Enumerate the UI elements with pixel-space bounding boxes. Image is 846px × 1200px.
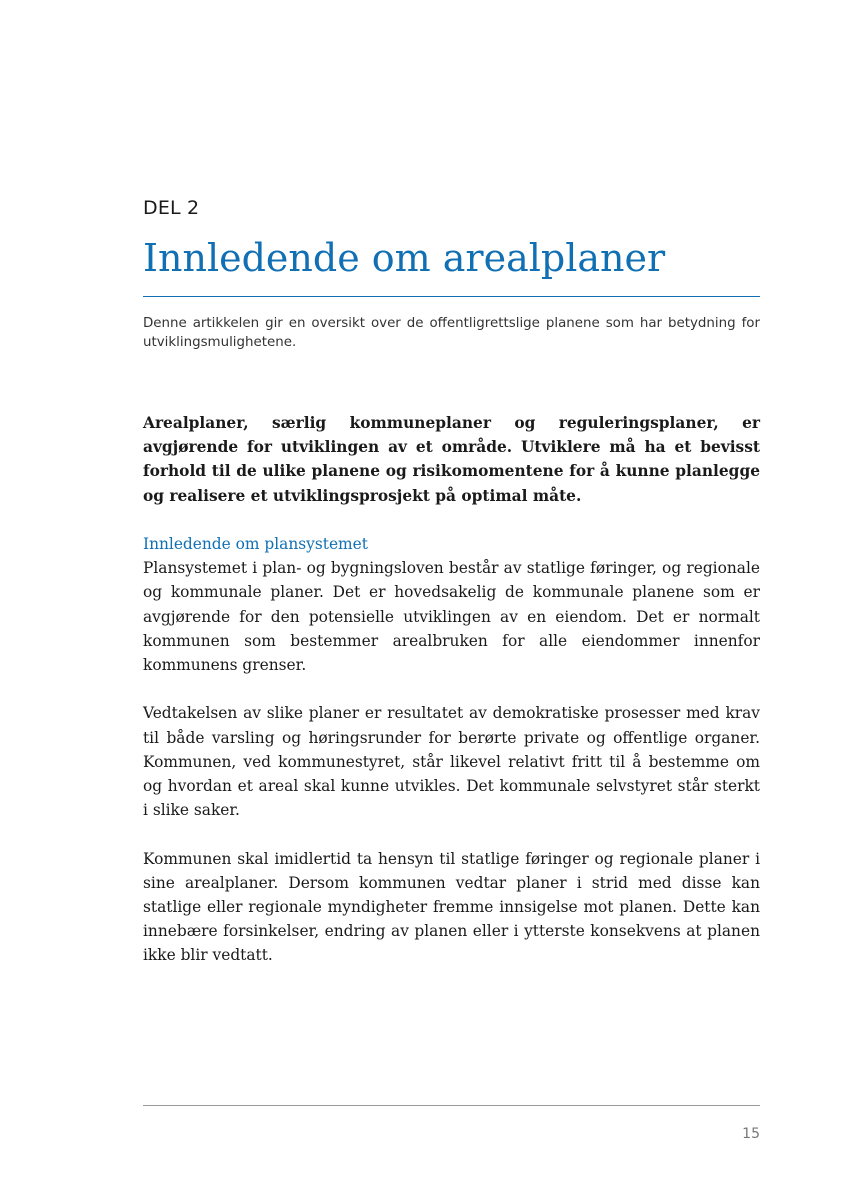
document-page bbox=[143, 0, 760, 1200]
page-title: Innledende om arealplaner bbox=[143, 236, 666, 280]
footer-divider bbox=[143, 1105, 760, 1106]
body-paragraph-1: Plansystemet i plan- og bygningsloven består av statlige føringer, og regionale og kommunale planer. Det er hovedsakelig de kommunale planene som er avgjørende for den potensielle utviklingen av en eiendom. Det er normalt kommunen som bestemmer arealbruken for alle eiendommer innenfor kommunens grenser. bbox=[143, 559, 760, 675]
section-heading: Innledende om plansystemet bbox=[143, 535, 368, 553]
page-number: 15 bbox=[742, 1126, 760, 1142]
body-paragraph-3: Kommunen skal imidlertid ta hensyn til statlige føringer og regionale planer i sine arealplaner. Dersom kommunen vedtar planer i strid med disse kan statlige eller regionale myndigheter fremme innsigelse mot planen. Dette kan innebære forsinkelser, endring av planen eller i ytterste konsekvens at planen ikke blir vedtatt. bbox=[143, 849, 760, 965]
article-body bbox=[143, 411, 760, 992]
intro-text: Denne artikkelen gir en oversikt over de offentligrettslige planene som har betydning for utviklingsmulighetene. bbox=[143, 316, 760, 350]
body-paragraph-2: Vedtakelsen av slike planer er resultatet av demokratiske prosesser med krav til både varsling og høringsrunder for berørte private og offentlige organer. Kommunen, ved kommunestyret, står likevel relativt fritt til å bestemme om og hvordan et areal skal kunne utvikles. Det kommunale selvstyret står sterkt i slike saker. bbox=[143, 704, 760, 820]
title-divider bbox=[143, 296, 760, 297]
lead-paragraph: Arealplaner, særlig kommuneplaner og reguleringsplaner, er avgjørende for utviklingen av et område. Utviklere må ha et bevisst forhold til de ulike planene og risikomomentene for å kunne planlegge og realisere et utviklingsprosjekt på optimal måte. bbox=[143, 414, 760, 505]
part-label: DEL 2 bbox=[143, 197, 200, 219]
